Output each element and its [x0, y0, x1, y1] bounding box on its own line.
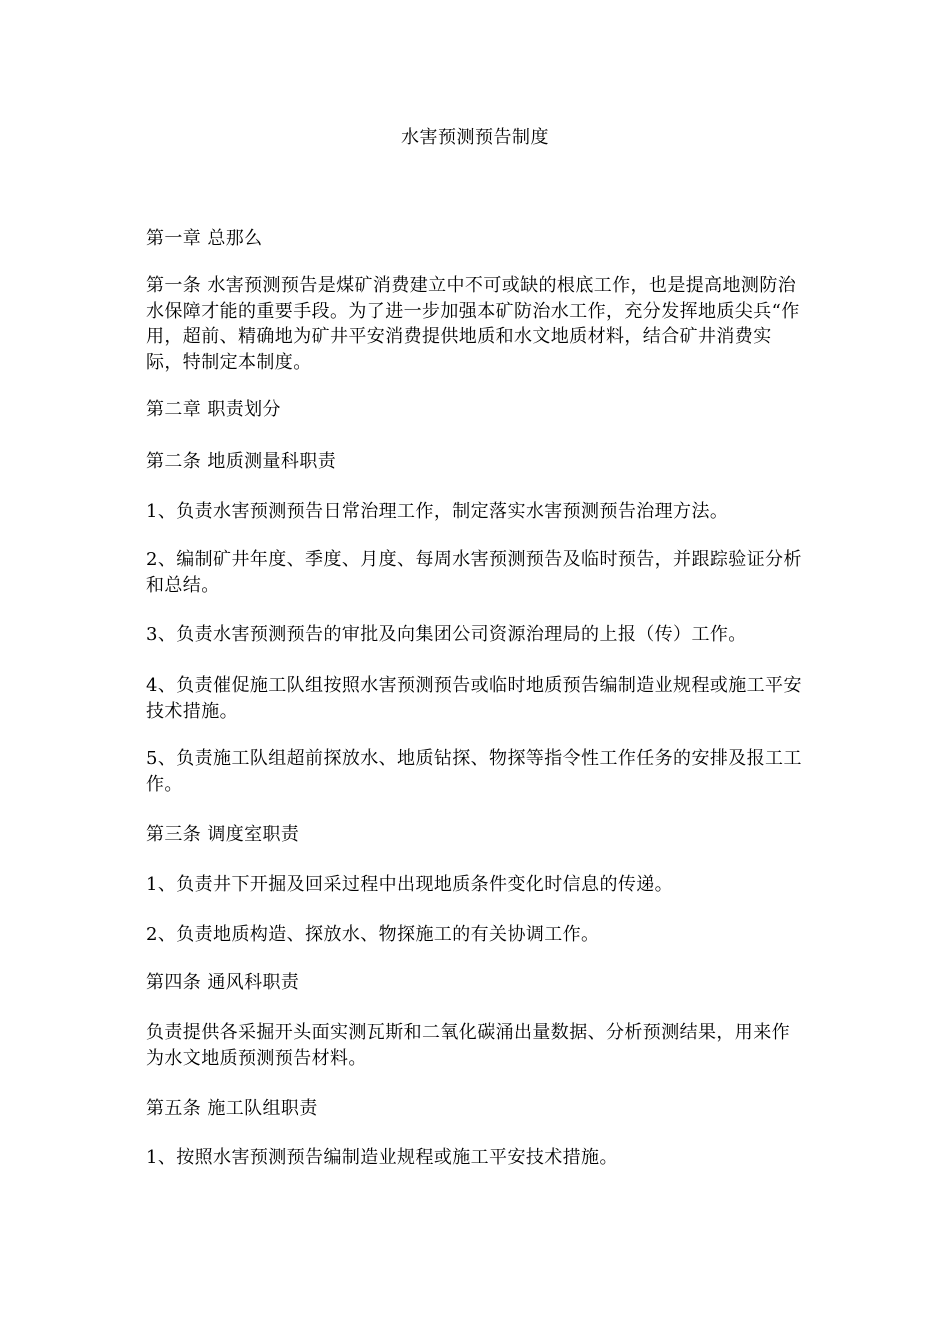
list-item: 2、编制矿井年度、季度、月度、每周水害预测预告及临时预告，并跟踪验证分析和总结。 [146, 549, 802, 596]
article-heading: 第三条 调度室职责 [146, 824, 300, 845]
article-paragraph: 第一条 水害预测预告是煤矿消费建立中不可或缺的根底工作，也是提高地测防治水保障才能的重要手段。为了进一步加强本矿防治水工作，充分发挥地质尖兵“作用，超前、精确地为矿井平安消费提供地质和水文地质材料，结合矿井消费实际，特制定本制度。 [146, 275, 800, 373]
list-item: 1、按照水害预测预告编制造业规程或施工平安技术措施。 [146, 1147, 618, 1168]
chapter-heading: 第一章 总那么 [146, 228, 263, 249]
article-heading: 第二条 地质测量科职责 [146, 451, 337, 472]
list-item: 1、负责水害预测预告日常治理工作，制定落实水害预测预告治理方法。 [146, 501, 729, 522]
article-heading: 第五条 施工队组职责 [146, 1098, 318, 1119]
list-item: 2、负责地质构造、探放水、物探施工的有关协调工作。 [146, 924, 600, 945]
article-heading: 第四条 通风科职责 [146, 972, 300, 993]
list-item: 5、负责施工队组超前探放水、地质钻探、物探等指令性工作任务的安排及报工工作。 [146, 748, 802, 795]
chapter-heading: 第二章 职责划分 [146, 399, 281, 420]
list-item: 4、负责催促施工队组按照水害预测预告或临时地质预告编制造业规程或施工平安技术措施。 [146, 675, 802, 722]
document-title: 水害预测预告制度 [401, 127, 549, 148]
article-paragraph: 负责提供各采掘开头面实测瓦斯和二氧化碳涌出量数据、分析预测结果，用来作为水文地质预测预告材料。 [146, 1022, 790, 1069]
list-item: 3、负责水害预测预告的审批及向集团公司资源治理局的上报（传）工作。 [146, 624, 747, 645]
list-item: 1、负责井下开掘及回采过程中出现地质条件变化时信息的传递。 [146, 874, 674, 895]
